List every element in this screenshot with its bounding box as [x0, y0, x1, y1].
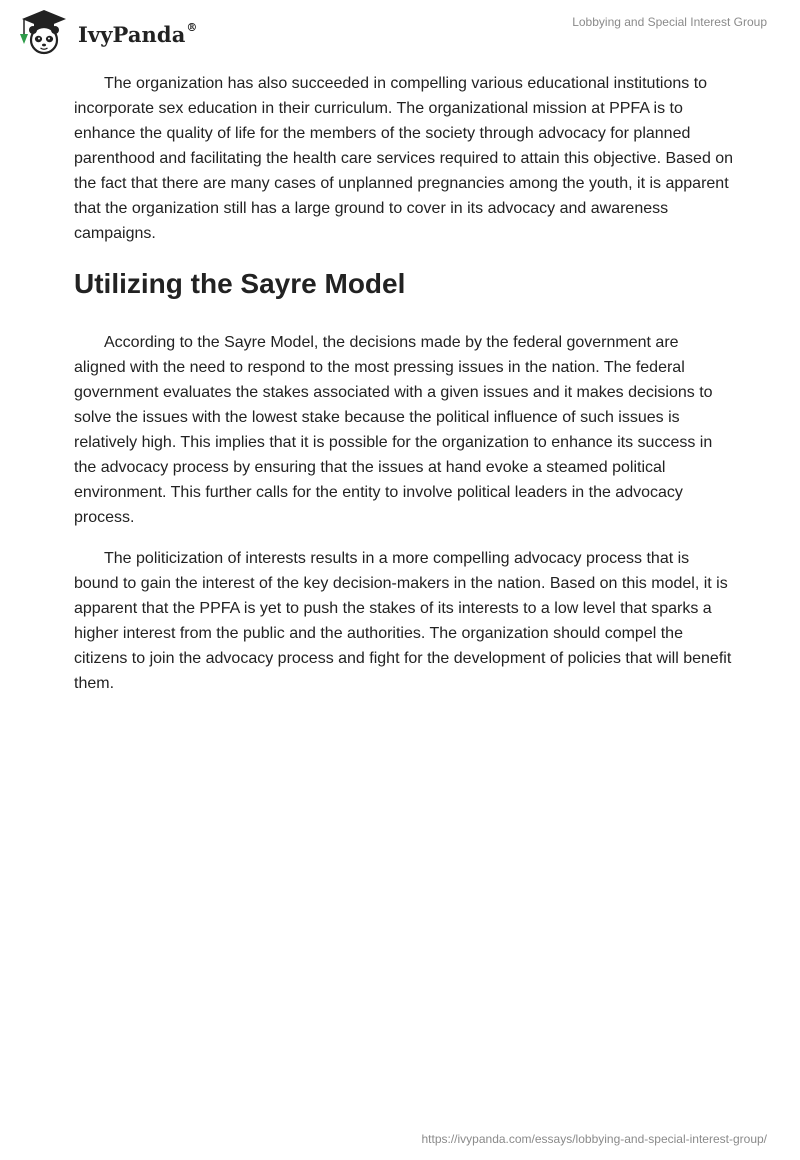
page-header [0, 0, 800, 60]
ivypanda-logo[interactable] [14, 8, 198, 56]
section-heading: Utilizing the Sayre Model [74, 268, 406, 299]
brand-name-text: IvyPanda [78, 21, 186, 47]
panda-graduate-icon [14, 8, 74, 56]
paragraph: The politicization of interests results in a more compelling advocacy process that is bound to gain the interest of the key decision-makers in the nation. Based on this model, it is apparent that the PPFA is yet to push the stakes of its interests to a low level that sparks a higher interest from the public and the authorities. The organization should compel the citizens to join the advocacy process and fight for the development of policies that will benefit them. [74, 550, 732, 692]
paragraph: The organization has also succeeded in compelling various educational institutions to incorporate sex education in their curriculum. The organizational mission at PPFA is to enhance the quality of life for the members of the society through advocacy for planned parenthood and facilitating the health care services required to attain this objective. Based on the fact that there are many cases of unplanned pregnancies among the youth, it is apparent that the organization still has a large ground to cover in its advocacy and awareness campaigns. [74, 75, 734, 242]
brand-name [78, 22, 198, 47]
essay-content [74, 71, 734, 712]
source-url[interactable]: https://ivypanda.com/essays/lobbying-and-special-interest-group/ [421, 1132, 767, 1146]
document-title: Lobbying and Special Interest Group [572, 15, 767, 29]
registered-mark: ® [186, 20, 198, 34]
paragraph: According to the Sayre Model, the decisions made by the federal government are aligned with the need to respond to the most pressing issues in the nation. The federal government evaluates the stakes associated with a given issues and it makes decisions to solve the issues with the lowest stake because the political influence of such issues is relatively high. This implies that it is possible for the organization to enhance its success in the advocacy process by ensuring that the issues at hand evoke a steamed political environment. This further calls for the entity to involve political leaders in the advocacy process. [74, 334, 713, 526]
